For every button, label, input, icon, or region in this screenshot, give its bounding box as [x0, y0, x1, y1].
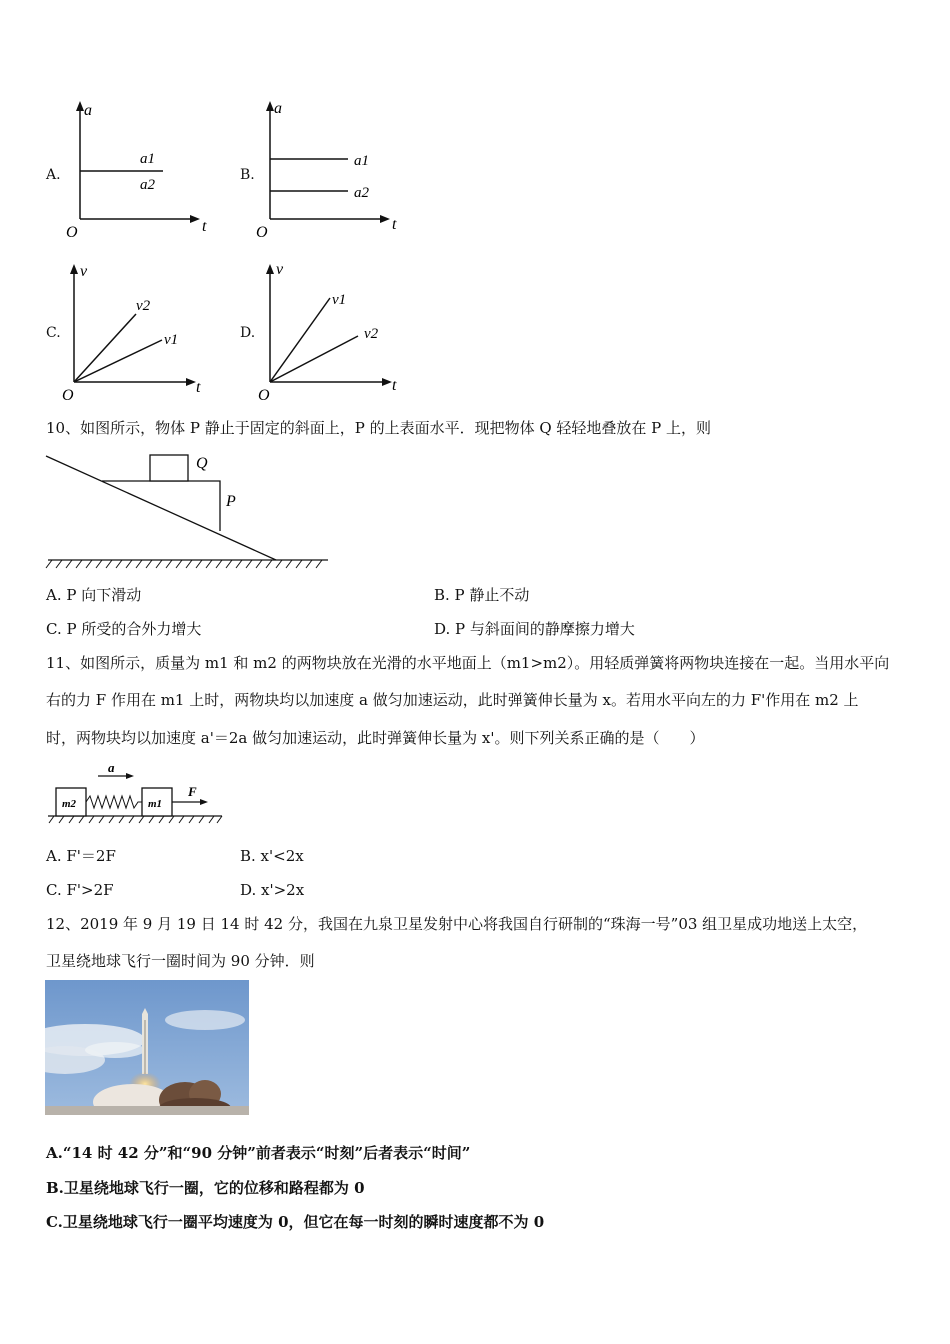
- q10-incline-figure: [44, 448, 334, 574]
- q9-d-y-axis: v: [276, 261, 284, 278]
- q9-a-y-axis: a: [84, 102, 92, 119]
- q11-stem-line-1: 11、如图所示，质量为 m1 和 m2 的两物块放在光滑的水平地面上（m1>m2）。用轻质弹簧将两物块连接在一起。当用水平向: [46, 654, 890, 672]
- q9-b-origin: O: [256, 224, 268, 241]
- q9-a-x-axis: t: [202, 218, 207, 235]
- q10-option-d[interactable]: D. P 与斜面间的静摩擦力增大: [434, 620, 635, 638]
- q9-graph-d: [254, 258, 414, 408]
- q11-accel-label: a: [108, 760, 115, 775]
- q11-spring-figure: [44, 758, 228, 826]
- q9-option-a-label[interactable]: A.: [46, 167, 61, 183]
- q9-graph-c: [58, 258, 218, 408]
- q10-option-b[interactable]: B. P 静止不动: [434, 586, 530, 604]
- q11-block-m2-label: m2: [62, 798, 77, 810]
- q9-a-line-2: a2: [140, 177, 155, 193]
- q9-d-origin: O: [258, 387, 270, 404]
- q9-b-line-1: a1: [354, 153, 369, 169]
- q10-stem: 10、如图所示，物体 P 静止于固定的斜面上，P 的上表面水平．现把物体 Q 轻轻地叠放在 P 上，则: [46, 419, 712, 437]
- q11-option-d[interactable]: D. x'>2x: [240, 881, 305, 899]
- rocket-launch-photo: [45, 980, 249, 1115]
- q9-option-d-label[interactable]: D.: [240, 325, 256, 341]
- q9-c-line-1: v2: [136, 298, 151, 314]
- q10-option-c[interactable]: C. P 所受的合外力增大: [46, 620, 202, 638]
- q9-graph-a: [60, 95, 220, 245]
- q11-option-a[interactable]: A. F'＝2F: [46, 847, 116, 865]
- q9-d-line-1: v1: [332, 292, 347, 308]
- q9-option-b-label[interactable]: B.: [240, 167, 255, 183]
- q9-b-x-axis: t: [392, 216, 397, 233]
- q12-stem-line-1: 12、2019 年 9 月 19 日 14 时 42 分，我国在九泉卫星发射中心将我国自行研制的“珠海一号”03 组卫星成功地送上太空，: [46, 915, 868, 933]
- q9-graph-b: [250, 95, 410, 245]
- q9-c-line-2: v1: [164, 332, 179, 348]
- q11-force-label: F: [188, 784, 197, 799]
- q12-option-b[interactable]: B.卫星绕地球飞行一圈，它的位移和路程都为 0: [46, 1179, 365, 1197]
- q11-option-c[interactable]: C. F'>2F: [46, 881, 114, 899]
- q9-c-origin: O: [62, 387, 74, 404]
- q11-block-m1-label: m1: [148, 798, 163, 810]
- q9-b-y-axis: a: [274, 100, 282, 117]
- q9-c-x-axis: t: [196, 379, 201, 396]
- q12-option-a[interactable]: A.“14 时 42 分”和“90 分钟”前者表示“时刻”后者表示“时间”: [46, 1144, 471, 1162]
- q11-stem-line-2: 右的力 F 作用在 m1 上时，两物块均以加速度 a 做匀加速运动，此时弹簧伸长量为 x。若用水平向左的力 F'作用在 m2 上: [46, 691, 859, 709]
- q9-d-line-2: v2: [364, 326, 379, 342]
- q9-a-origin: O: [66, 224, 78, 241]
- q9-a-line-1: a1: [140, 151, 155, 167]
- q11-stem-line-3: 时，两物块均以加速度 a'＝2a 做匀加速运动，此时弹簧伸长量为 x'。则下列关系正确的是（ ）: [46, 729, 705, 747]
- q11-option-b[interactable]: B. x'<2x: [240, 847, 304, 865]
- q10-option-a[interactable]: A. P 向下滑动: [46, 586, 142, 604]
- q9-c-y-axis: v: [80, 263, 88, 280]
- q10-q-label: Q: [196, 455, 208, 472]
- q9-option-c-label[interactable]: C.: [46, 325, 61, 341]
- q12-option-c[interactable]: C.卫星绕地球飞行一圈平均速度为 0，但它在每一时刻的瞬时速度都不为 0: [46, 1213, 545, 1231]
- q10-p-label: P: [226, 493, 236, 510]
- q9-d-x-axis: t: [392, 377, 397, 394]
- q12-stem-line-2: 卫星绕地球飞行一圈时间为 90 分钟．则: [46, 952, 315, 970]
- q9-b-line-2: a2: [354, 185, 369, 201]
